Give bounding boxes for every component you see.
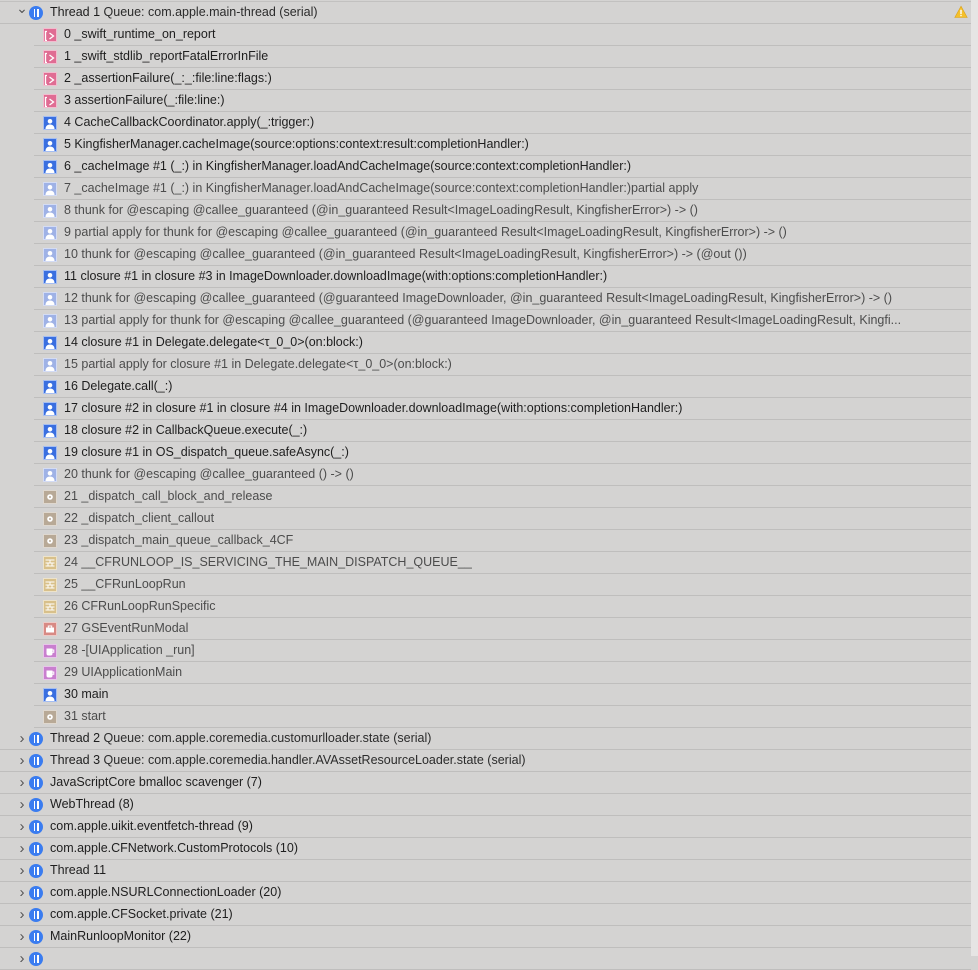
stack-frame-label: 15 partial apply for closure #1 in Delegate.delegate<τ_0_0>(on:block:) (64, 357, 452, 371)
stack-frame-row[interactable] (34, 552, 971, 574)
graphics-services-icon (43, 622, 57, 636)
user-code-dim-icon (43, 182, 57, 196)
stack-frame-label: 25 __CFRunLoopRun (64, 577, 186, 591)
stack-frame-label: 11 closure #1 in closure #3 in ImageDownloader.downloadImage(with:options:completionHandler:) (64, 269, 608, 283)
stack-frame-label: 28 -[UIApplication _run] (64, 643, 195, 657)
stack-frame-label: 1 _swift_stdlib_reportFatalErrorInFile (64, 49, 269, 63)
thread-icon (29, 6, 43, 20)
swift-library-icon (43, 50, 57, 64)
stack-frame-label: 18 closure #2 in CallbackQueue.execute(_:) (64, 423, 308, 437)
stack-frame-row[interactable] (34, 508, 971, 530)
chevron-right-icon[interactable]: › (19, 906, 25, 923)
thread-label (50, 772, 262, 793)
chevron-down-icon[interactable]: ⌄ (16, 2, 28, 16)
chevron-right-icon[interactable]: › (19, 730, 25, 747)
stack-frame-row[interactable] (34, 288, 971, 310)
thread-icon (29, 754, 43, 768)
thread-label (50, 882, 281, 903)
thread-name: MainRunloopMonitor (22) (50, 929, 192, 943)
stack-frame-label: 23 _dispatch_main_queue_callback_4CF (64, 533, 294, 547)
corefoundation-icon (43, 578, 57, 592)
thread-name: com.apple.NSURLConnectionLoader (20) (50, 885, 282, 899)
stack-frame-row[interactable] (34, 134, 971, 156)
thread-icon (29, 886, 43, 900)
stack-frame-row[interactable] (34, 156, 971, 178)
thread-icon (29, 776, 43, 790)
thread-row[interactable] (0, 926, 971, 948)
chevron-right-icon[interactable]: › (19, 774, 25, 791)
stack-frame-label: 3 assertionFailure(_:file:line:) (64, 93, 225, 107)
thread-name: com.apple.CFSocket.private (21) (50, 907, 233, 921)
thread-row[interactable] (0, 948, 971, 970)
thread-row[interactable] (0, 860, 971, 882)
thread-label (50, 728, 431, 749)
thread-row[interactable] (0, 772, 971, 794)
thread-list (0, 2, 978, 970)
stack-frame-label: 8 thunk for @escaping @callee_guaranteed (@in_guaranteed Result<ImageLoadingResult, KingfisherError>) -> () (64, 203, 698, 217)
stack-frame-label: 20 thunk for @escaping @callee_guaranteed () -> () (64, 467, 354, 481)
stack-frame-label: 16 Delegate.call(_:) (64, 379, 173, 393)
thread-row[interactable] (0, 750, 971, 772)
stack-frame-row[interactable] (34, 530, 971, 552)
stack-frame-label: 17 closure #2 in closure #1 in closure #4 in ImageDownloader.downloadImage(with:options:completionHandler:) (64, 401, 683, 415)
stack-frame-label: 31 start (64, 709, 106, 723)
stack-frame-row[interactable] (34, 684, 971, 706)
stack-frame-label: 19 closure #1 in OS_dispatch_queue.safeAsync(_:) (64, 445, 349, 459)
thread-row[interactable] (0, 794, 971, 816)
stack-frame-row[interactable] (34, 706, 971, 728)
stack-frame-row[interactable] (34, 200, 971, 222)
stack-frame-label: 12 thunk for @escaping @callee_guaranteed (@guaranteed ImageDownloader, @in_guaranteed Result<ImageLoadingResult, KingfisherError>) -> () (64, 291, 892, 305)
stack-frame-label: 13 partial apply for thunk for @escaping @callee_guaranteed (@guaranteed ImageDownloader, @in_guaranteed Result<ImageLoadingResult, Kingfi... (64, 313, 902, 327)
thread-label (50, 816, 253, 837)
thread-row[interactable] (0, 2, 971, 24)
stack-frame-row[interactable] (34, 442, 971, 464)
user-code-icon (43, 380, 57, 394)
chevron-right-icon[interactable]: › (19, 928, 25, 945)
stack-frame-label: 4 CacheCallbackCoordinator.apply(_:trigger:) (64, 115, 315, 129)
thread-name: com.apple.CFNetwork.CustomProtocols (10) (50, 841, 298, 855)
stack-frame-row[interactable] (34, 178, 971, 200)
user-code-icon (43, 688, 57, 702)
scrollbar-track[interactable] (971, 0, 978, 956)
warning-triangle-icon[interactable] (954, 5, 968, 19)
stack-frame-row[interactable] (34, 398, 971, 420)
swift-library-icon (43, 94, 57, 108)
thread-label (50, 2, 318, 23)
thread-row[interactable] (0, 816, 971, 838)
swift-library-icon (43, 28, 57, 42)
user-code-icon (43, 270, 57, 284)
user-code-icon (43, 138, 57, 152)
chevron-right-icon[interactable]: › (19, 840, 25, 857)
thread-name: Thread 1 (50, 5, 101, 19)
system-gear-icon (43, 512, 57, 526)
corefoundation-icon (43, 600, 57, 614)
stack-frame-row[interactable] (34, 244, 971, 266)
thread-row[interactable] (0, 882, 971, 904)
stack-frame-row[interactable] (34, 640, 971, 662)
stack-frame-row[interactable] (34, 596, 971, 618)
thread-label (50, 838, 298, 859)
stack-frame-row[interactable] (34, 90, 971, 112)
stack-frame-label: 5 KingfisherManager.cacheImage(source:options:context:result:completionHandler:) (64, 137, 529, 151)
stack-frame-label: 24 __CFRUNLOOP_IS_SERVICING_THE_MAIN_DISPATCH_QUEUE__ (64, 555, 472, 569)
thread-label (50, 926, 191, 947)
chevron-right-icon[interactable]: › (19, 884, 25, 901)
system-gear-icon (43, 710, 57, 724)
stack-frame-row[interactable] (34, 266, 971, 288)
user-code-icon (43, 160, 57, 174)
chevron-right-icon[interactable]: › (19, 796, 25, 813)
stack-frame-row[interactable] (34, 46, 971, 68)
thread-name: Thread 11 (50, 863, 107, 877)
stack-frame-label: 21 _dispatch_call_block_and_release (64, 489, 273, 503)
stack-frame-label: 9 partial apply for thunk for @escaping @callee_guaranteed (@in_guaranteed Result<ImageLoadingResult, KingfisherError>) -> () (64, 225, 787, 239)
thread-label (50, 794, 134, 815)
stack-frame-label: 2 _assertionFailure(_:_:file:line:flags:) (64, 71, 272, 85)
stack-frame-label: 6 _cacheImage #1 (_:) in KingfisherManager.loadAndCacheImage(source:context:completionHandler:) (64, 159, 631, 173)
stack-frame-label: 10 thunk for @escaping @callee_guaranteed (@in_guaranteed Result<ImageLoadingResult, KingfisherError>) -> (@out ()) (64, 247, 747, 261)
stack-frame-row[interactable] (34, 332, 971, 354)
user-code-icon (43, 446, 57, 460)
corefoundation-icon (43, 556, 57, 570)
thread-label (50, 904, 233, 925)
user-code-dim-icon (43, 292, 57, 306)
system-gear-icon (43, 534, 57, 548)
stack-frame-row[interactable] (34, 420, 971, 442)
stack-frame-label: 30 main (64, 687, 109, 701)
stack-frame-row[interactable] (34, 574, 971, 596)
uikit-cup-icon (43, 666, 57, 680)
thread-icon (29, 864, 43, 878)
stack-frame-label: 22 _dispatch_client_callout (64, 511, 215, 525)
user-code-dim-icon (43, 248, 57, 262)
system-gear-icon (43, 490, 57, 504)
thread-row[interactable] (0, 838, 971, 860)
stack-frame-label: 29 UIApplicationMain (64, 665, 183, 679)
thread-row[interactable] (0, 904, 971, 926)
user-code-icon (43, 402, 57, 416)
chevron-right-icon[interactable]: › (19, 818, 25, 835)
thread-icon (29, 820, 43, 834)
thread-name: Thread 3 (50, 753, 101, 767)
uikit-cup-icon (43, 644, 57, 658)
stack-frame-row[interactable] (34, 464, 971, 486)
stack-frame-row[interactable] (34, 112, 971, 134)
thread-name: Thread 2 (50, 731, 101, 745)
stack-frame-row[interactable] (34, 24, 971, 46)
user-code-dim-icon (43, 204, 57, 218)
thread-queue: Queue: com.apple.coremedia.handler.AVAssetResourceLoader.state (serial) (103, 753, 526, 767)
user-code-icon (43, 336, 57, 350)
stack-frame-label: 7 _cacheImage #1 (_:) in KingfisherManager.loadAndCacheImage(source:context:completionHandler:)partial apply (64, 181, 699, 195)
thread-name: JavaScriptCore bmalloc scavenger (7) (50, 775, 262, 789)
thread-icon (29, 842, 43, 856)
user-code-dim-icon (43, 314, 57, 328)
chevron-right-icon[interactable]: › (19, 862, 25, 879)
chevron-right-icon[interactable]: › (19, 752, 25, 769)
stack-frame-label: 27 GSEventRunModal (64, 621, 189, 635)
thread-icon (29, 798, 43, 812)
thread-icon (29, 908, 43, 922)
user-code-dim-icon (43, 358, 57, 372)
stack-frame-label: 26 CFRunLoopRunSpecific (64, 599, 216, 613)
stack-frame-label: 14 closure #1 in Delegate.delegate<τ_0_0>(on:block:) (64, 335, 363, 349)
thread-queue: Queue: com.apple.coremedia.customurlloader.state (serial) (103, 731, 432, 745)
stack-frame-row[interactable] (34, 662, 971, 684)
thread-icon (29, 930, 43, 944)
chevron-right-icon[interactable]: › (19, 950, 25, 967)
stack-frame-row[interactable] (34, 222, 971, 244)
stack-frame-row[interactable] (34, 618, 971, 640)
stack-frame-row[interactable] (34, 486, 971, 508)
thread-label (50, 750, 526, 771)
stack-frame-row[interactable] (34, 68, 971, 90)
user-code-icon (43, 116, 57, 130)
thread-icon (29, 952, 43, 966)
stack-frame-row[interactable] (34, 354, 971, 376)
user-code-dim-icon (43, 468, 57, 482)
stack-frame-row[interactable] (34, 310, 971, 332)
thread-name: WebThread (8) (50, 797, 134, 811)
thread-label (50, 860, 106, 881)
user-code-icon (43, 424, 57, 438)
thread-name: com.apple.uikit.eventfetch-thread (9) (50, 819, 253, 833)
user-code-dim-icon (43, 226, 57, 240)
stack-frame-row[interactable] (34, 376, 971, 398)
stack-frame-label: 0 _swift_runtime_on_report (64, 27, 216, 41)
thread-row[interactable] (0, 728, 971, 750)
swift-library-icon (43, 72, 57, 86)
thread-icon (29, 732, 43, 746)
thread-queue: Queue: com.apple.main-thread (serial) (103, 5, 318, 19)
